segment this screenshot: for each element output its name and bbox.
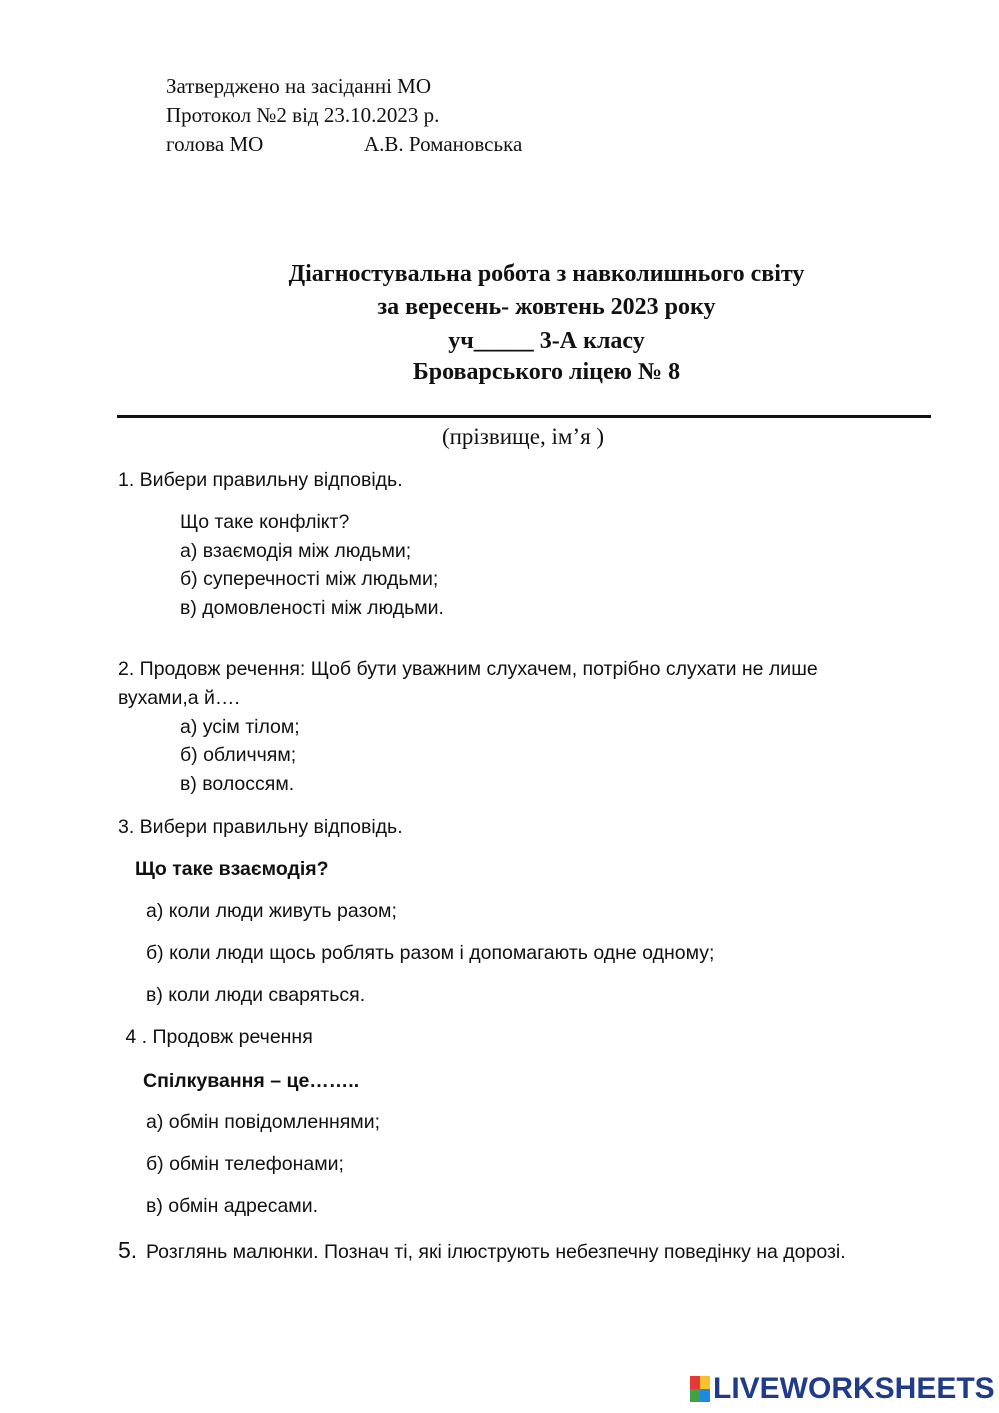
liveworksheets-logo-text: LIVEWORKSHEETS [713,1372,995,1405]
question-1-sub: Що таке конфлікт? [180,511,350,533]
question-1-option-a[interactable]: а) взаємодія між людьми; [180,540,412,562]
question-3-sub: Що таке взаємодія? [135,858,329,880]
title-class: уч_____ 3-А класу [448,328,645,354]
question-3-option-a[interactable]: а) коли люди живуть разом; [146,900,397,922]
question-1-option-b[interactable]: б) суперечності між людьми; [180,568,439,590]
question-3-option-b[interactable]: б) коли люди щось роблять разом і допомагають одне одному; [146,942,715,964]
title-school: Броварського ліцею № 8 [412,359,681,385]
logo-block-e [700,1389,710,1402]
question-1-prompt: 1. Вибери правильну відповідь. [118,469,403,491]
name-caption: (прізвище, ім’я ) [441,424,605,449]
question-3-prompt: 3. Вибери правильну відповідь. [118,816,403,838]
logo-block-l [690,1376,700,1389]
question-2-prompt-cont: вухами,а й…. [118,687,240,709]
protocol-line: Протокол №2 від 23.10.2023 р. [166,103,440,127]
liveworksheets-logo-icon [690,1376,710,1402]
question-1-option-c[interactable]: в) домовленості між людьми. [180,597,444,619]
logo-block-v [690,1389,700,1402]
question-4-sub: Спілкування – це…….. [143,1070,360,1092]
question-4-option-b[interactable]: б) обмін телефонами; [146,1153,344,1175]
title-period: за вересень- жовтень 2023 року [377,294,716,320]
question-4-prompt: 4 . Продовж речення [120,1026,313,1048]
approval-line: Затверджено на засіданні МО [166,74,432,98]
question-3-option-c[interactable]: в) коли люди сваряться. [146,984,366,1006]
question-2-prompt: 2. Продовж речення: Щоб бути уважним слухачем, потрібно слухати не лише [118,658,818,680]
question-4-option-c[interactable]: в) обмін адресами. [146,1195,319,1217]
page-title: Діагностувальна робота з навколишнього світу [288,261,805,287]
name-rule [117,415,931,418]
question-5-number: 5. [118,1237,138,1263]
question-5-prompt: Розглянь малюнки. Познач ті, які ілюструють небезпечну поведінку на дорозі. [146,1241,846,1263]
logo-block-i [700,1376,710,1389]
question-2-option-b[interactable]: б) обличчям; [180,744,297,766]
question-2-option-a[interactable]: а) усім тілом; [180,716,300,738]
question-2-option-c[interactable]: в) волоссям. [180,773,295,795]
head-role: голова МО [166,132,264,156]
liveworksheets-logo [690,1372,995,1406]
head-name: А.В. Романовська [364,132,523,156]
question-4-option-a[interactable]: а) обмін повідомленнями; [146,1111,381,1133]
